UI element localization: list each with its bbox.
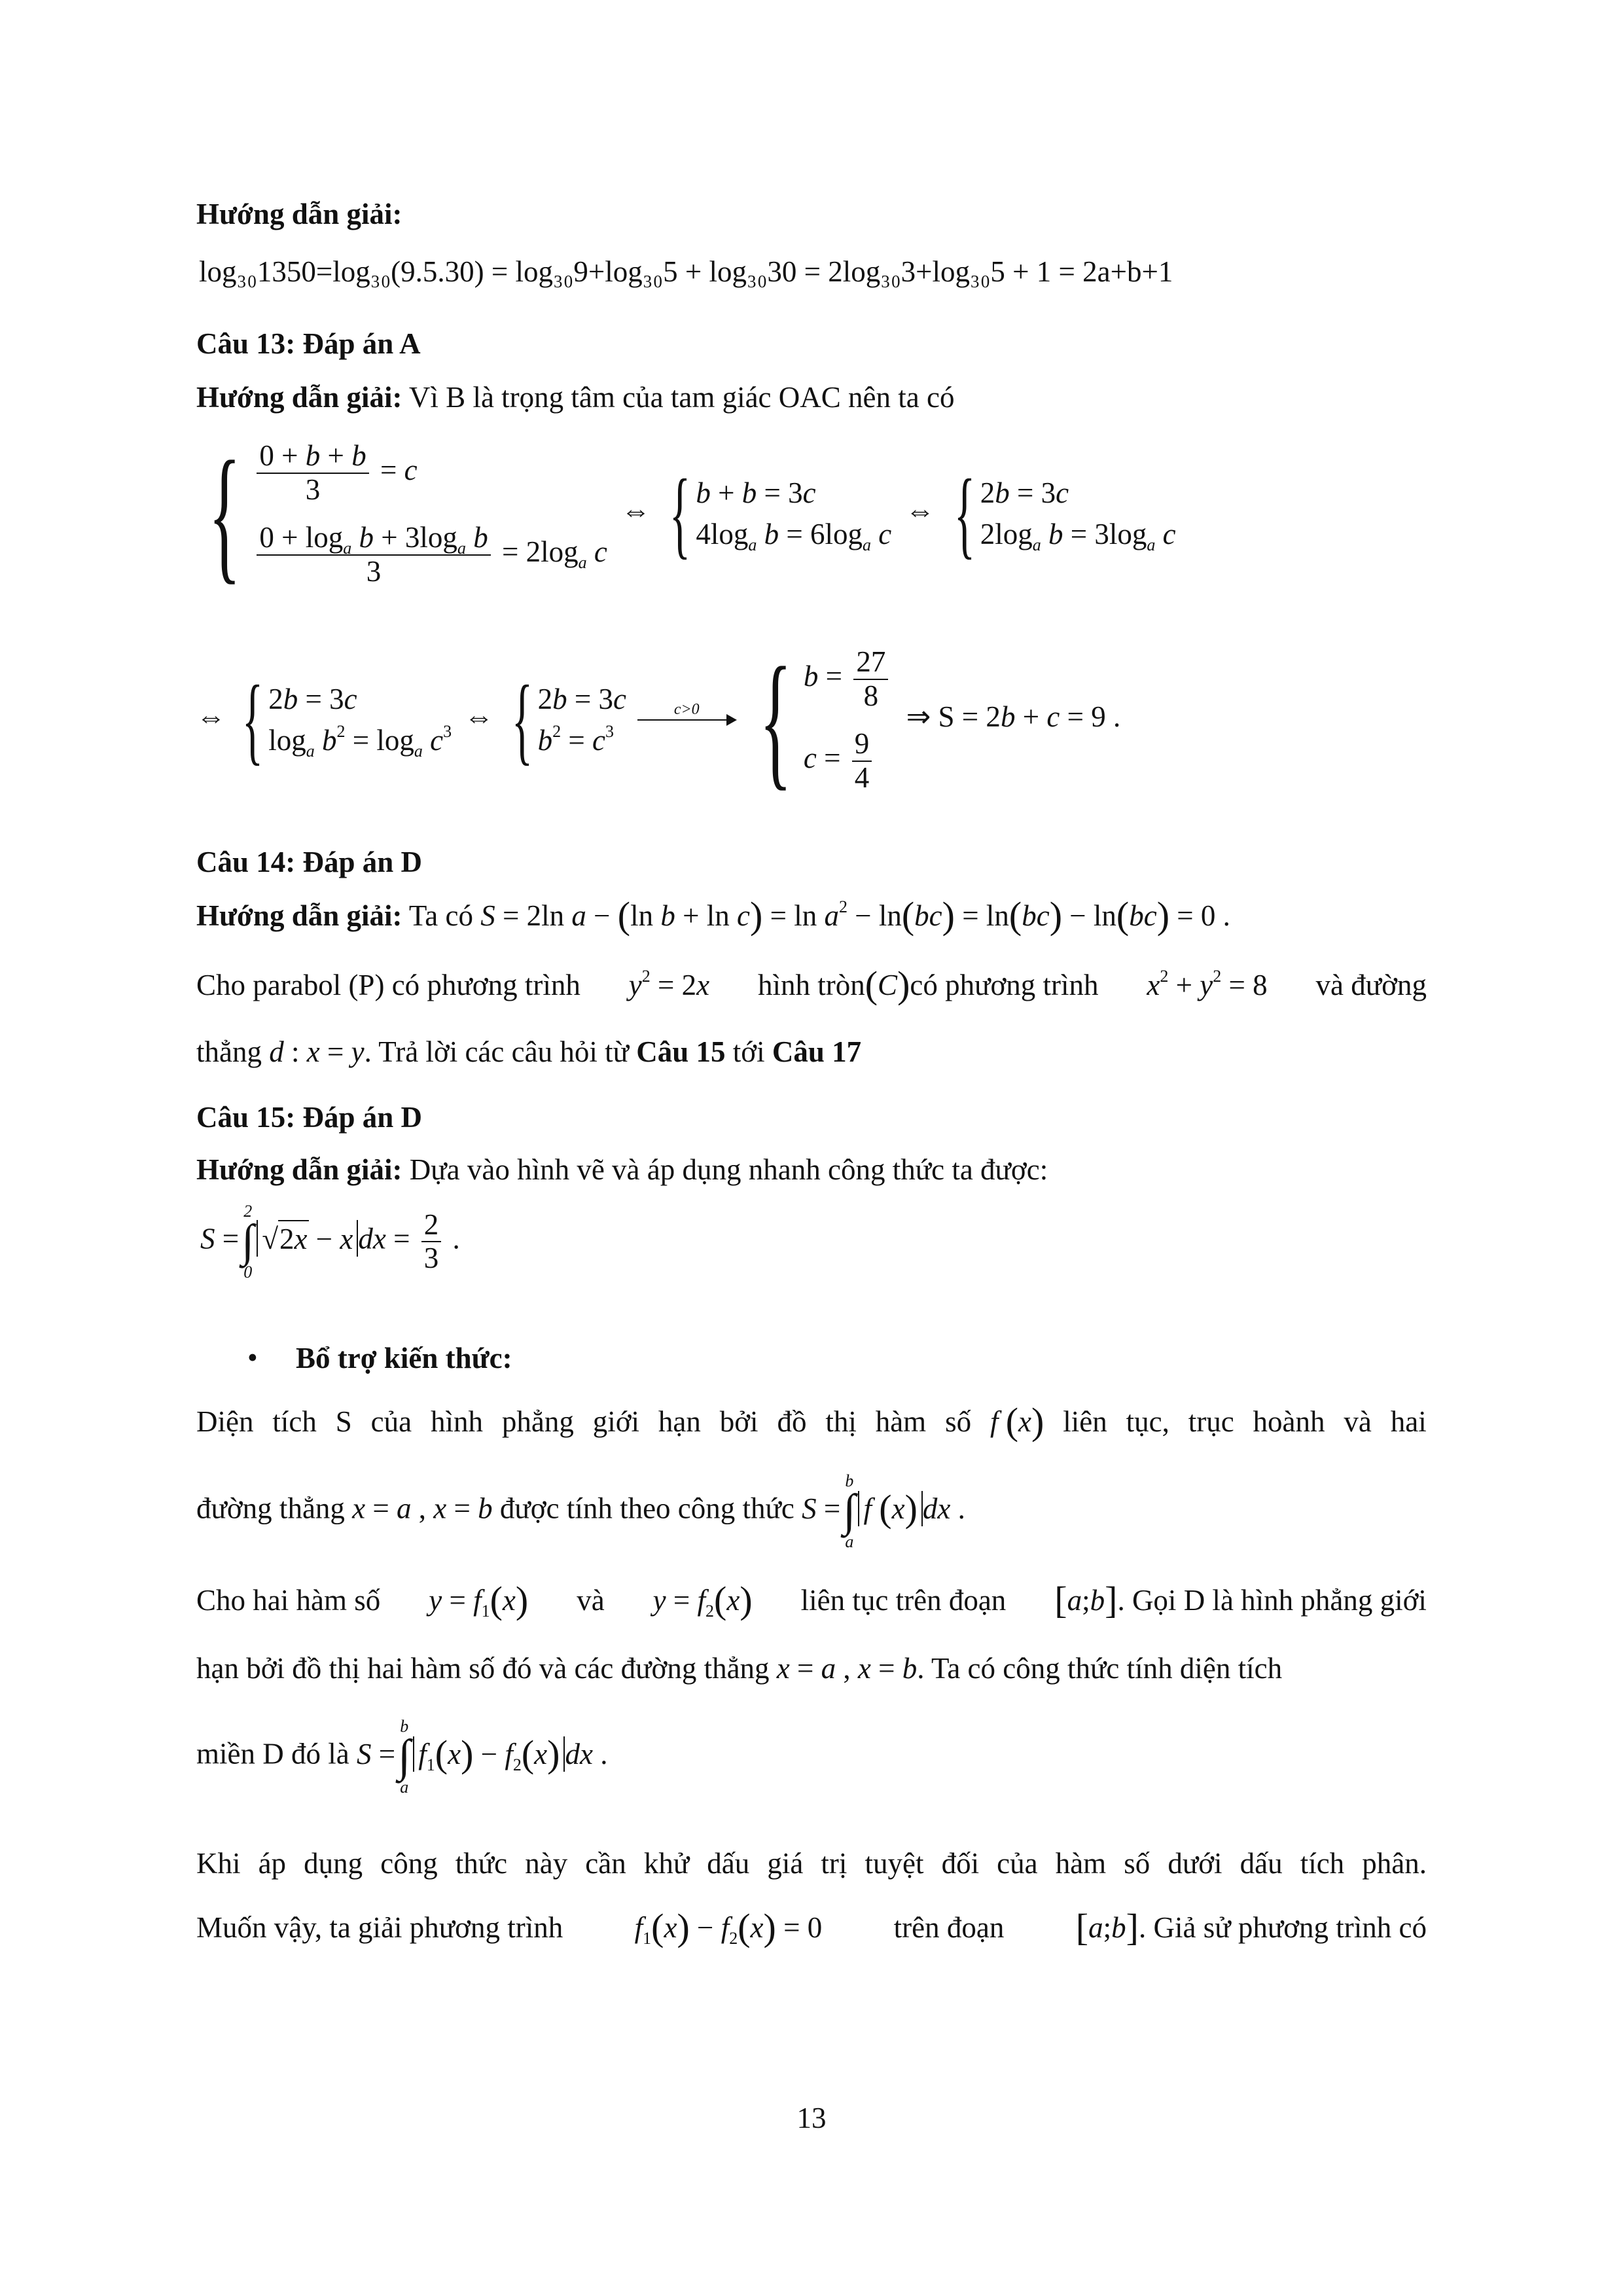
support-p2-line3: miền D đó là S = b ∫ a $f_1(x) - f_2(x)$ dx . [196, 1717, 608, 1797]
bullet-icon: • [247, 1341, 258, 1374]
q14-title: Câu 14: Đáp án D [196, 846, 423, 878]
q14-solution: Hướng dẫn giải: Ta có S = 2ln a − (ln $b + \ln c) = \ln a^2 - \ln(bc) = \ln(bc) - \ln(bc) = 0$ . [196, 894, 1230, 937]
q15-solution [196, 1152, 1048, 1187]
support-p2-line2: hạn bởi đồ thị hai hàm số đó và các đường thẳng x = a , x = b. Ta có công thức tính diện tích [196, 1652, 1283, 1685]
page-number: 13 [796, 2102, 827, 2134]
log-equation: log₃₀1350=log₃₀(9.5.30) = log₃₀9+log₃₀5 + log₃₀30 = 2log₃₀3+log₃₀5 + 1 = 2a+b+1 [199, 255, 1173, 288]
q13-text: Vì B là trọng tâm của tam giác OAC nên ta có [402, 381, 955, 414]
support-p3-line2: Muốn vậy, ta giải phương trình $f_1(x) - f_2(x) = 0$ trên đoạn [a;b]. Giả sử phương trình có [196, 1906, 1427, 1948]
support-p2-line1: Cho hai hàm số $y = f_1(x)$ và $y = f_2(x)$ liên tục trên đoạn [a;b]. Gọi D là hình phẳng giới [196, 1579, 1427, 1621]
q13-solution [196, 380, 954, 415]
support-p1-line1: Diện tích S của hình phẳng giới hạn bởi đồ thị hàm số f (x) liên tục, trục hoành và hai [196, 1400, 1427, 1443]
q13-system-1: { $\frac{0 + b + b}{3}$ = c $\frac{0 + \log_a b + 3\log_a b}{3}$ = $2\log_a$ c ⇔ { b + b = 3c $4\log_a$ $b = 6\log_a$ c ⇔ { 2b = 3c $2\log_a$ $b = 3\log_a$ c [208, 430, 1176, 597]
q15-label: Hướng dẫn giải: [196, 1153, 402, 1186]
support-p1-line2: đường thẳng x = a , x = b được tính theo công thức S = b ∫ a f (x) dx . [196, 1471, 965, 1551]
support-p3-line1: Khi áp dụng công thức này cần khử dấu giá trị tuyệt đối của hàm số dưới dấu tích phân. [196, 1847, 1427, 1880]
solution-heading: Hướng dẫn giải: [196, 198, 402, 230]
q13-system-2: ⇔ { 2b = 3c $\log_a b^2 = \log_a c^3$ ⇔ { 2b = 3c $b^2 = c^3$ c>0 { b = $\frac{27}{8}$ c = $\frac{9}{4}$ ⇒ S = 2b + c = 9 . [196, 636, 1121, 803]
q14-text: Ta có [402, 899, 481, 932]
q14-label: Hướng dẫn giải: [196, 899, 402, 932]
q13-label: Hướng dẫn giải: [196, 381, 402, 414]
support-title: Bổ trợ kiến thức: [296, 1342, 512, 1374]
q15-text: Dựa vào hình vẽ và áp dụng nhanh công thức ta được: [402, 1153, 1048, 1186]
q13-title: Câu 13: Đáp án A [196, 327, 421, 360]
parabol-intro-line1: Cho parabol (P) có phương trình $y^2 = 2x$ hình tròn(C)có phương trình $x^2 + y^2 = 8$ và đường [196, 963, 1427, 1006]
q15-integral: S = 2 ∫ 0 √2x − x dx = $\frac{2}{3}$ . [200, 1202, 460, 1282]
q15-title: Câu 15: Đáp án D [196, 1101, 423, 1134]
parabol-intro-line2: thẳng d : x = y. Trả lời các câu hỏi từ Câu 15 tới Câu 17 [196, 1035, 862, 1068]
